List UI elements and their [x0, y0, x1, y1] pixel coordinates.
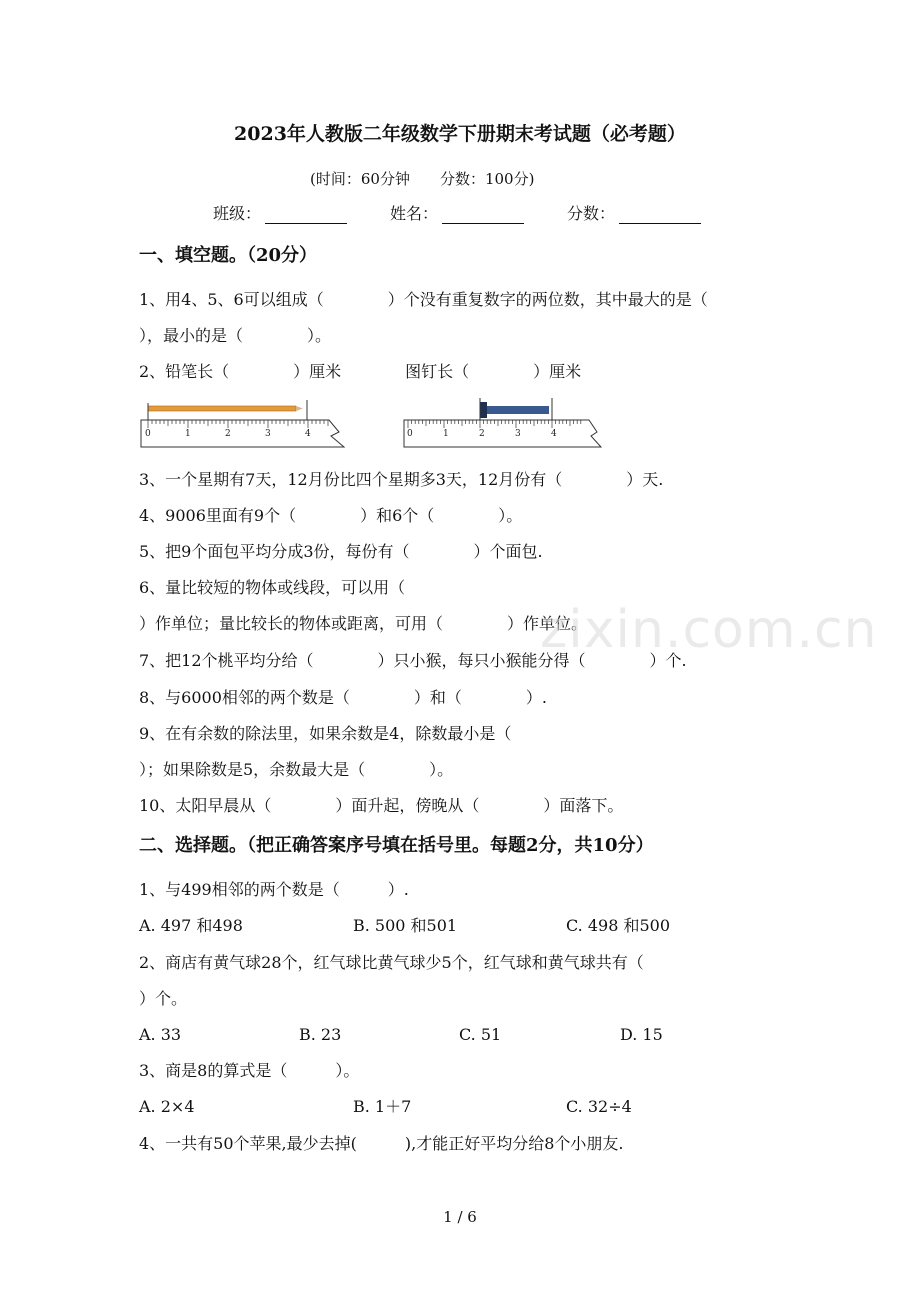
ruler-a-label-4: 4: [305, 429, 311, 439]
q3-option-a: A. 2×4: [139, 1097, 195, 1116]
question-2: 2、铅笔长（ ）厘米 图钉长（ ）厘米: [139, 362, 582, 381]
ruler-b-label-3: 3: [515, 429, 521, 439]
page-number: 1 / 6: [443, 1208, 477, 1226]
ruler-b-label-2: 2: [479, 429, 485, 439]
score-label: 分数：: [567, 204, 616, 223]
question-1-line-1: 1、用4、5、6可以组成（ ）个没有重复数字的两位数，其中最大的是（: [139, 290, 708, 309]
thumbtack-ruler: [404, 398, 601, 447]
question-6-line-1: 6、量比较短的物体或线段，可以用（: [139, 578, 406, 597]
name-field: [390, 204, 524, 224]
choice-question-3: 3、商是8的算式是（ ）。: [139, 1061, 360, 1080]
class-blank: [265, 208, 347, 224]
page-title: 2023年人教版二年级数学下册期末考试题（必考题）: [234, 123, 686, 145]
section-2-heading: 二、选择题。（把正确答案序号填在括号里。每题2分，共10分）: [139, 835, 654, 856]
ruler-b-label-1: 1: [443, 429, 449, 439]
question-8: 8、与6000相邻的两个数是（ ）和（ ）.: [139, 688, 547, 707]
question-9-line-2: ）；如果除数是5，余数最大是（ ）。: [139, 760, 454, 779]
q2-option-d: D. 15: [620, 1025, 663, 1044]
ruler-b-label-4: 4: [551, 429, 557, 439]
q3-option-c: C. 32÷4: [566, 1097, 632, 1116]
question-3: 3、一个星期有7天，12月份比四个星期多3天，12月份有（ ）天.: [139, 470, 664, 489]
q1-option-a: A. 497 和498: [139, 916, 243, 935]
choice-question-2-line-1: 2、商店有黄气球28个，红气球比黄气球少5个，红气球和黄气球共有（: [139, 953, 644, 972]
q2-option-b: B. 23: [299, 1025, 342, 1044]
question-10: 10、太阳早晨从（ ）面升起，傍晚从（ ）面落下。: [139, 796, 624, 815]
ruler-a-label-3: 3: [265, 429, 271, 439]
score-field: [567, 204, 701, 224]
time-score-line: (时间：60分钟 分数：100分): [310, 170, 535, 188]
class-label: 班级：: [213, 204, 262, 223]
thumbtack-image: [480, 398, 552, 420]
pencil-ruler: [141, 400, 344, 447]
question-7: 7、把12个桃平均分给（ ）只小猴，每只小猴能分得（ ）个.: [139, 651, 687, 670]
pencil-image: [148, 400, 307, 420]
q2-option-a: A. 33: [139, 1025, 182, 1044]
q1-option-c: C. 498 和500: [566, 916, 671, 935]
choice-question-1: 1、与499相邻的两个数是（ ）.: [139, 880, 409, 899]
q2-option-c: C. 51: [459, 1025, 502, 1044]
name-label: 姓名：: [390, 204, 439, 223]
q3-option-b: B. 1＋7: [353, 1097, 412, 1116]
ruler-a-label-1: 1: [185, 429, 191, 439]
q1-option-b: B. 500 和501: [353, 916, 458, 935]
question-1-line-2: ），最小的是（ ）。: [139, 326, 332, 345]
score-blank: [619, 208, 701, 224]
ruler-a-label-0: 0: [145, 429, 151, 439]
question-5: 5、把9个面包平均分成3份，每份有（ ）个面包.: [139, 542, 543, 561]
watermark: zixin.com.cn: [540, 600, 878, 660]
class-field: [213, 204, 347, 224]
ruler-a-label-2: 2: [225, 429, 231, 439]
choice-question-2-line-2: ）个。: [139, 989, 188, 1008]
section-1-heading: 一、填空题。（20分）: [139, 245, 318, 266]
question-4: 4、9006里面有9个（ ）和6个（ ）。: [139, 506, 523, 525]
ruler-b-label-0: 0: [407, 429, 413, 439]
question-6-line-2: ）作单位；量比较长的物体或距离，可用（ ）作单位。: [139, 614, 588, 633]
name-blank: [442, 208, 524, 224]
question-9-line-1: 9、在有余数的除法里，如果余数是4，除数最小是（: [139, 724, 512, 743]
ruler-figures: [139, 392, 609, 458]
choice-question-4: 4、一共有50个苹果,最少去掉( ),才能正好平均分给8个小朋友.: [139, 1134, 624, 1153]
